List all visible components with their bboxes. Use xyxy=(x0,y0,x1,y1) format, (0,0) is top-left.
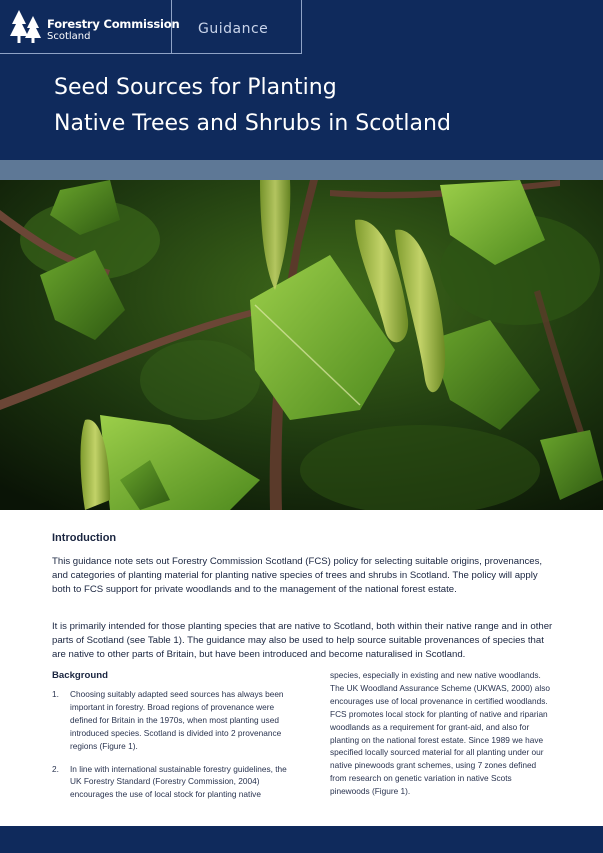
document-title-line1: Seed Sources for Planting xyxy=(54,75,337,100)
list-text: In line with international sustainable forestry guidelines, the UK Forestry Standard (Forestry Commission, 2004) encourages the use of local stock for planting native xyxy=(70,763,287,800)
document-title-line2: Native Trees and Shrubs in Scotland xyxy=(54,111,451,136)
logo-name: Forestry Commission xyxy=(47,17,180,31)
footer-bar xyxy=(0,826,603,853)
header-stripe xyxy=(0,160,603,180)
header-banner xyxy=(0,0,603,160)
list-text: Choosing suitably adapted seed sources has always been important in forestry. Broad regions of provenance were defined for Britain in the 1970s, when most planting used introduced species. Scotland is divided into 2 provenance regions (Figure 1). xyxy=(70,689,284,751)
tree-logo-icon xyxy=(9,8,43,46)
list-item xyxy=(52,763,292,802)
background-continuation-text: species, especially in existing and new native woodlands. The UK Woodland Assurance Scheme (UKWAS, 2000) also encourages use of local provenance in certified woodlands. FCS promotes local stock for planting of native and riparian woodlands as a requirement for grant-aid, and also for planting on the national forest estate. Since 1989 we have specified locally sourced material for all planting under our native pinewoods grant schemes, using 7 zones defined from research on genetic variation in native Scots pinewoods (Figure 1). xyxy=(330,670,550,797)
guidance-label: Guidance xyxy=(198,21,269,37)
background-column-right xyxy=(330,669,552,798)
introduction-paragraph-1: This guidance note sets out Forestry Commission Scotland (FCS) policy for selecting suitable origins, provenances, and categories of planting material for planting native species of trees and shrubs in Scotland. The policy will apply both to FCS support for private woodlands and to the management of the national forest estate. xyxy=(52,556,543,596)
background-column-left xyxy=(52,688,292,811)
introduction-paragraph-2: It is primarily intended for those planting species that are native to Scotland, both within their native range and in other parts of Scotland (see Table 1). The guidance may also be used to help source suitable provenances of species that are native to other parts of Britain, but have been introduced and become naturalised in Scotland. xyxy=(52,621,553,661)
list-number: 2. xyxy=(52,763,59,774)
list-number: 1. xyxy=(52,689,59,699)
cover-photo xyxy=(0,180,603,510)
list-item xyxy=(52,688,292,753)
logo[interactable] xyxy=(0,0,180,54)
logo-subname: Scotland xyxy=(47,31,91,42)
guidance-badge xyxy=(172,0,302,54)
introduction-heading: Introduction xyxy=(52,532,117,544)
background-heading: Background xyxy=(52,670,108,681)
